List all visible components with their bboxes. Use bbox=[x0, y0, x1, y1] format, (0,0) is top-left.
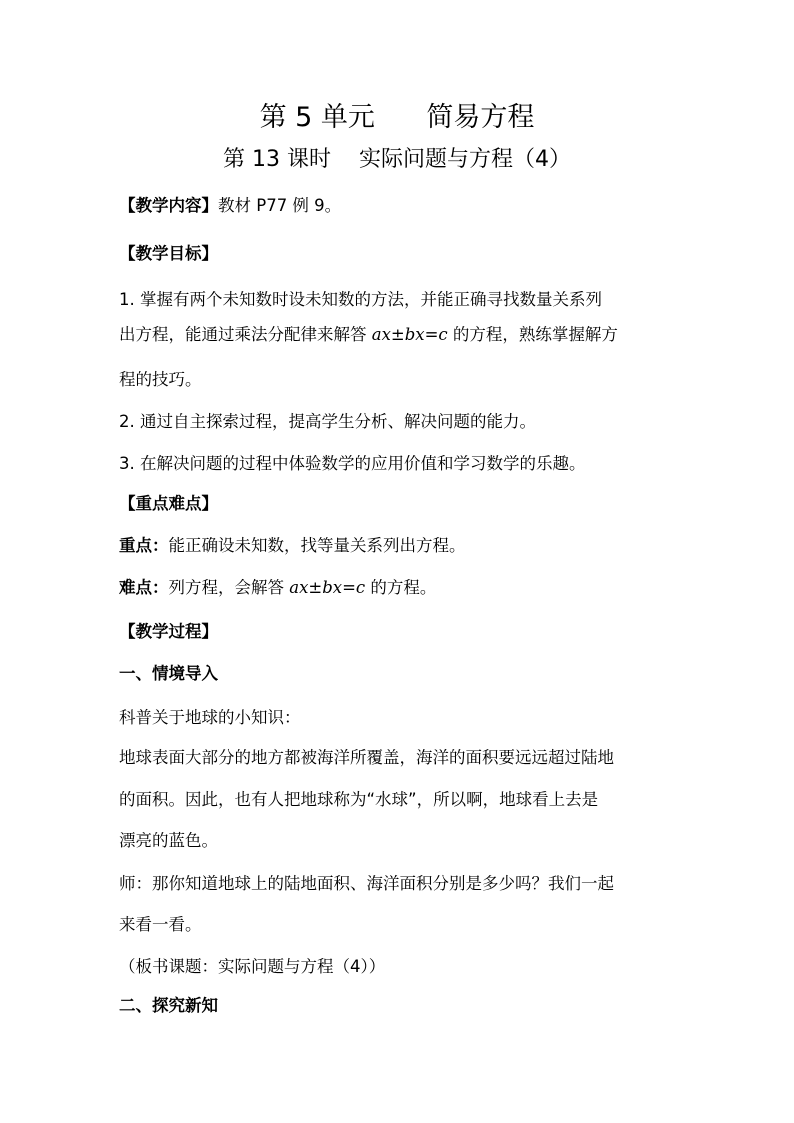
teaching-content-label: 【教学内容】 bbox=[119, 196, 218, 215]
key-point-label: 重点： bbox=[119, 536, 169, 555]
goal-3: 3. 在解决问题的过程中体验数学的应用价值和学习数学的乐趣。 bbox=[119, 454, 586, 473]
goals-heading: 【教学目标】 bbox=[119, 244, 218, 263]
difficulty-label: 难点： bbox=[119, 578, 169, 597]
teaching-content-line bbox=[119, 194, 699, 218]
difficulty-line bbox=[119, 576, 699, 600]
goal-1-line-2 bbox=[119, 323, 699, 347]
section-2-heading: 二、探究新知 bbox=[119, 996, 218, 1015]
paragraph-3-line-1: 师：那你知道地球上的陆地面积、海洋面积分别是多少吗？我们一起 bbox=[119, 874, 614, 893]
difficulty-text-b: 的方程。 bbox=[365, 578, 437, 597]
goal-1-line-3: 程的技巧。 bbox=[119, 370, 202, 389]
page-subtitle: 第 13 课时 实际问题与方程（4） bbox=[223, 147, 571, 172]
paragraph-4: （板书课题：实际问题与方程（4）） bbox=[119, 957, 386, 976]
goal-2: 2. 通过自主探索过程，提高学生分析、解决问题的能力。 bbox=[119, 412, 536, 431]
key-point-text: 能正确设未知数，找等量关系列出方程。 bbox=[168, 536, 466, 555]
process-heading: 【教学过程】 bbox=[119, 622, 218, 641]
difficulty-text-a: 列方程，会解答 bbox=[168, 578, 290, 597]
goal-1-equation: ax±bx=c bbox=[371, 325, 448, 344]
key-point-line bbox=[119, 534, 699, 558]
paragraph-2-line-1: 地球表面大部分的地方都被海洋所覆盖，海洋的面积要远远超过陆地 bbox=[119, 748, 614, 767]
goal-1-text-a: 出方程，能通过乘法分配律来解答 bbox=[119, 325, 372, 344]
page-title: 第 5 单元 简易方程 bbox=[259, 102, 535, 133]
teaching-content-text: 教材 P77 例 9。 bbox=[218, 196, 342, 215]
paragraph-3-line-2: 来看一看。 bbox=[119, 915, 202, 934]
paragraph-2-line-3: 漂亮的蓝色。 bbox=[119, 831, 218, 850]
paragraph-2-line-2: 的面积。因此，也有人把地球称为“水球”，所以啊，地球看上去是 bbox=[119, 790, 599, 809]
goal-1-line-1: 1. 掌握有两个未知数时设未知数的方法，并能正确寻找数量关系列 bbox=[119, 290, 602, 309]
section-1-heading: 一、情境导入 bbox=[119, 664, 218, 683]
difficulty-equation: ax±bx=c bbox=[289, 578, 366, 597]
paragraph-1: 科普关于地球的小知识： bbox=[119, 708, 301, 727]
goal-1-text-b: 的方程，熟练掌握解方 bbox=[447, 325, 618, 344]
keys-heading: 【重点难点】 bbox=[119, 494, 218, 513]
